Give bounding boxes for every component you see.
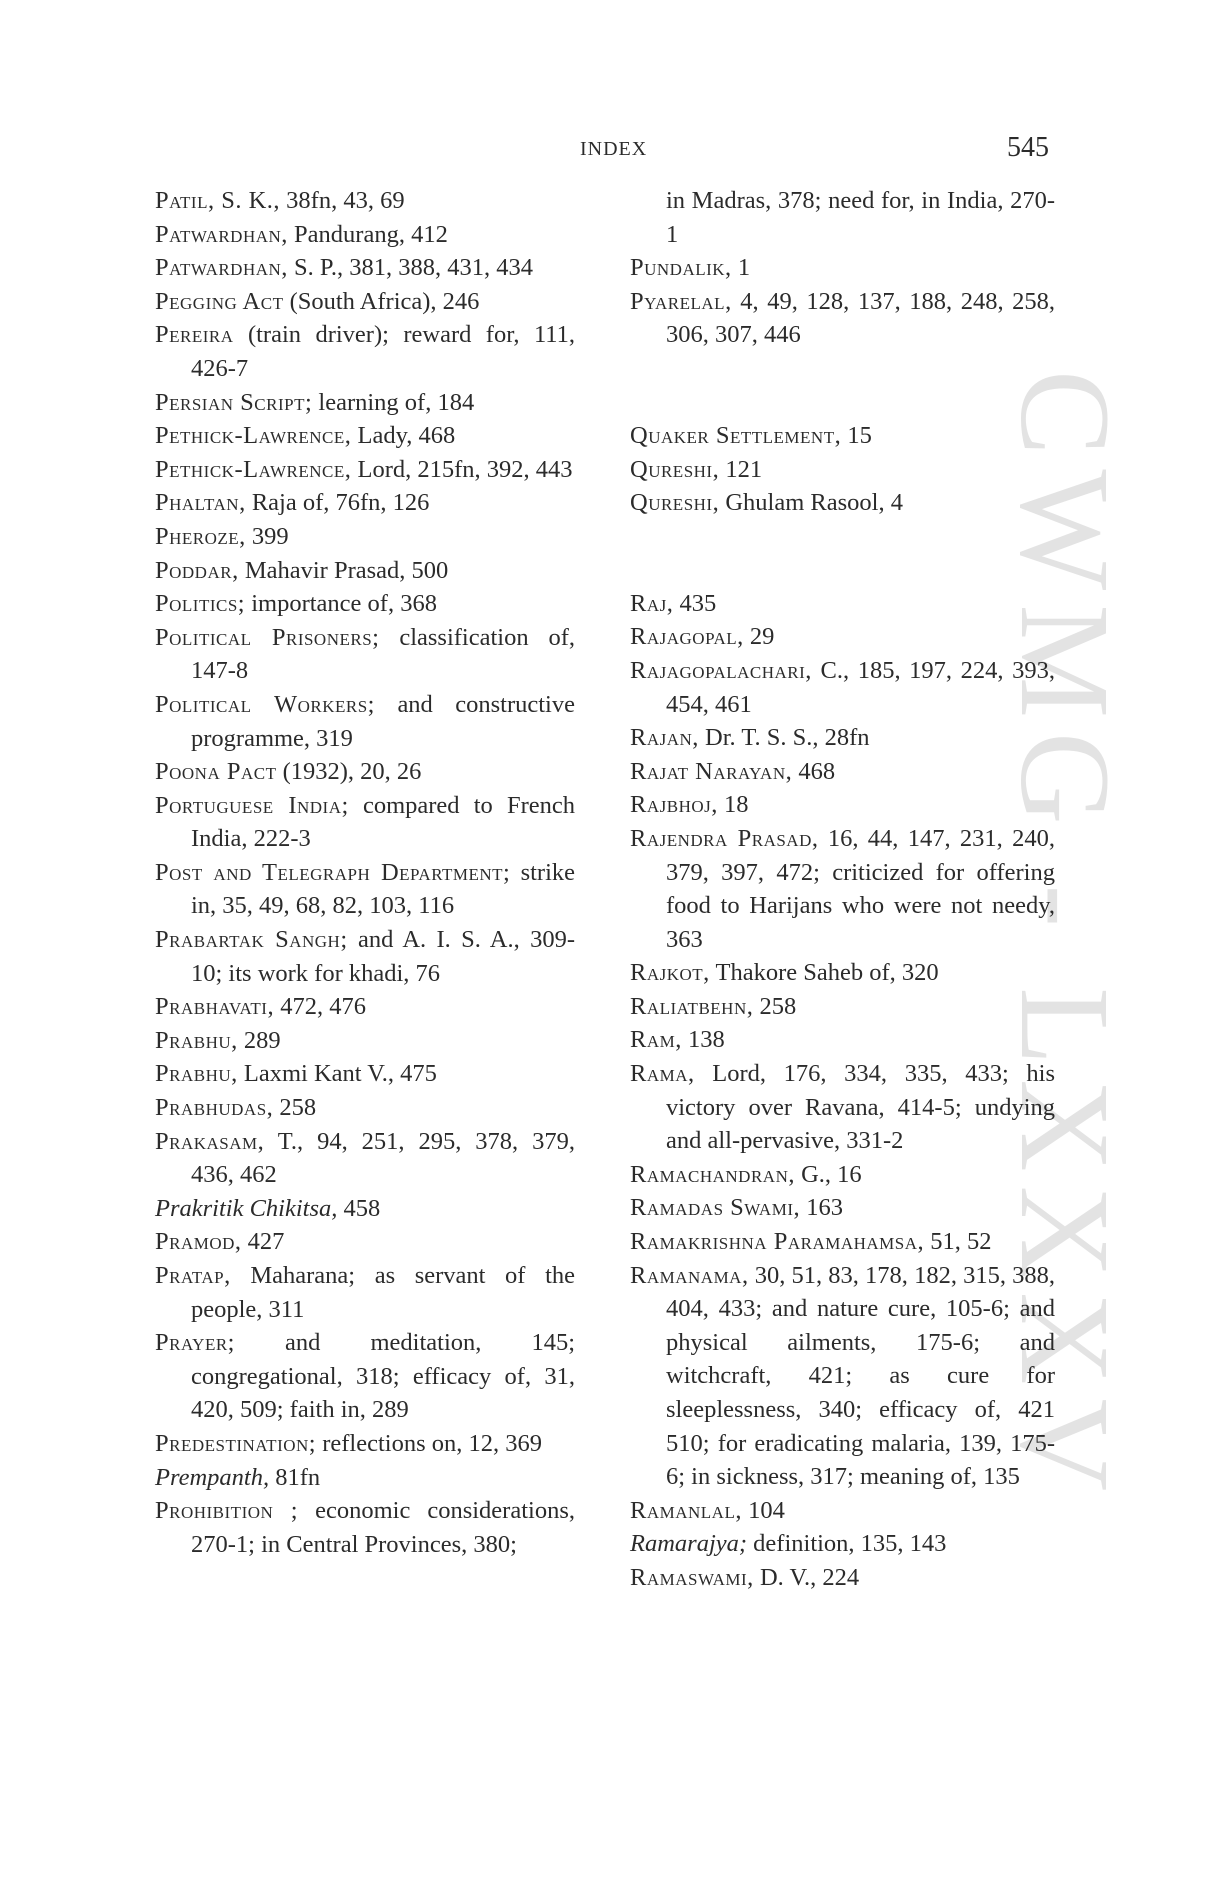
index-entry xyxy=(630,419,1055,453)
index-entry xyxy=(630,486,1055,520)
index-entry xyxy=(155,923,575,990)
entry-heading: Ramarajya; xyxy=(630,1530,748,1558)
entry-heading: Prabhu, xyxy=(155,1026,238,1054)
entry-heading: Pramod, xyxy=(155,1228,242,1256)
entry-references: economic considerations, 270-1; in Central Provinces, 380; xyxy=(191,1497,575,1558)
index-entry xyxy=(630,620,1055,654)
entry-heading: Pyarelal, xyxy=(630,287,732,315)
entry-heading: Prabhu, xyxy=(155,1060,238,1088)
index-entry xyxy=(155,386,575,420)
index-entry xyxy=(630,251,1055,285)
entry-heading: Quaker Settlement, xyxy=(630,421,842,449)
entry-heading: Pereira xyxy=(155,321,234,349)
entry-references: 472, 476 xyxy=(274,993,366,1021)
entry-heading: Prempanth, xyxy=(155,1463,270,1491)
entry-references: 138 xyxy=(681,1026,725,1054)
entry-heading: Rajagopal, xyxy=(630,623,744,651)
entry-heading: Prakasam, xyxy=(155,1127,265,1155)
index-entry xyxy=(155,419,575,453)
entry-heading: Patil, S. K., xyxy=(155,187,281,214)
index-entry xyxy=(630,1225,1055,1259)
entry-references: in Madras, 378; need for, in India, 270-1 xyxy=(666,187,1055,248)
entry-heading: Predestination; xyxy=(155,1429,317,1457)
entry-heading: Post and Telegraph Department; xyxy=(155,858,511,886)
entry-references: Raja of, 76fn, 126 xyxy=(245,489,430,517)
entry-heading: Pegging Act xyxy=(155,287,284,315)
watermark-text: CWMG - LXXXV xyxy=(994,370,1136,1505)
entry-references: 51, 52 xyxy=(924,1228,992,1256)
right-column xyxy=(630,184,1055,1595)
left-column xyxy=(155,184,575,1561)
entry-references: 15 xyxy=(841,421,872,449)
index-entry xyxy=(155,587,575,621)
index-entry xyxy=(155,486,575,520)
index-entry xyxy=(630,587,1055,621)
entry-references: C., 185, 197, 224, 393, 454, 461 xyxy=(666,656,1055,718)
entry-references: and constructive programme, 319 xyxy=(191,690,575,752)
entry-heading: Political Prisoners; xyxy=(155,623,380,651)
entry-references: and meditation, 145; congregational, 318; efficacy of, 31, 420, 509; faith in, 289 xyxy=(191,1329,575,1424)
entry-heading: Persian Script; xyxy=(155,388,313,416)
entry-references: 29 xyxy=(743,623,775,651)
entry-heading: Rajan, xyxy=(630,724,699,752)
entry-references: 289 xyxy=(237,1026,281,1054)
entry-references: Lady, 468 xyxy=(351,422,456,450)
index-entry xyxy=(630,1023,1055,1057)
entry-references: 18 xyxy=(717,791,749,819)
entry-heading: Rajagopalachari, xyxy=(630,656,812,684)
index-entry xyxy=(630,822,1055,956)
entry-heading: Ramadas Swami, xyxy=(630,1194,801,1222)
entry-references: 38fn, 43, 69 xyxy=(280,187,405,214)
entry-heading: Prabhudas, xyxy=(155,1094,274,1122)
entry-references: and A. I. S. A., 309-10; its work for khadi, 76 xyxy=(191,926,575,987)
entry-heading: Poona Pact xyxy=(155,758,277,786)
entry-references: learning of, 184 xyxy=(312,388,475,416)
entry-heading: Poddar, xyxy=(155,556,239,584)
entry-references: (South Africa), 246 xyxy=(283,287,480,315)
index-entry xyxy=(155,554,575,588)
entry-references: S. P., 381, 388, 431, 434 xyxy=(287,254,533,282)
entry-references: Thakore Saheb of, 320 xyxy=(709,959,939,987)
entry-references: 458 xyxy=(337,1194,381,1222)
entry-heading: Ramanama, xyxy=(630,1261,749,1289)
index-entry xyxy=(155,318,575,385)
entry-references: Dr. T. S. S., 28fn xyxy=(698,724,870,752)
index-entry xyxy=(155,789,575,856)
entry-heading: Prabhavati, xyxy=(155,993,275,1021)
entry-references: 121 xyxy=(719,455,763,483)
running-head xyxy=(0,132,1229,172)
entry-references: 258 xyxy=(753,992,797,1020)
index-entry xyxy=(630,956,1055,990)
entry-heading: Ramaswami, xyxy=(630,1563,754,1591)
index-entry xyxy=(630,755,1055,789)
entry-references: G., 16 xyxy=(794,1160,862,1188)
entry-heading: Pheroze, xyxy=(155,522,246,550)
entry-heading: Pratap, xyxy=(155,1262,231,1289)
index-entry xyxy=(155,218,575,252)
entry-heading: Pundalik, xyxy=(630,254,732,282)
entry-heading: Raliatbehn, xyxy=(630,992,754,1020)
index-entry xyxy=(155,1326,575,1427)
entry-references: 104 xyxy=(741,1496,785,1524)
index-entry xyxy=(155,1024,575,1058)
entry-heading: Qureshi, xyxy=(630,489,720,517)
entry-references: 427 xyxy=(241,1228,285,1256)
entry-heading: Ramakrishna Paramahamsa, xyxy=(630,1228,925,1256)
entry-references: 4, 49, 128, 137, 188, 248, 258, 306, 307, 446 xyxy=(666,287,1055,349)
index-entry xyxy=(155,1192,575,1226)
entry-references: Maharana; as servant of the people, 311 xyxy=(191,1262,575,1323)
index-entry xyxy=(630,721,1055,755)
entry-references: 81fn xyxy=(269,1463,321,1491)
entry-heading: Prayer; xyxy=(155,1329,235,1357)
index-entry xyxy=(630,1057,1055,1158)
entry-references: T., 94, 251, 295, 378, 379, 436, 462 xyxy=(191,1127,575,1189)
entry-references: Mahavir Prasad, 500 xyxy=(238,556,449,584)
entry-references: Lord, 215fn, 392, 443 xyxy=(351,455,573,483)
entry-heading: Prohibition ; xyxy=(155,1497,299,1525)
entry-references: (train driver); reward for, 111, 426-7 xyxy=(191,321,575,382)
entry-references: Ghulam Rasool, 4 xyxy=(719,489,903,517)
index-entry xyxy=(155,184,575,218)
index-entry xyxy=(155,251,575,285)
index-entry xyxy=(155,1225,575,1259)
index-entry xyxy=(630,453,1055,487)
index-entry xyxy=(630,1494,1055,1528)
index-entry xyxy=(155,755,575,789)
index-entry xyxy=(155,520,575,554)
entry-heading: Politics; xyxy=(155,590,246,618)
index-entry xyxy=(155,688,575,755)
entry-heading: Rajkot, xyxy=(630,959,710,987)
entry-heading: Phaltan, xyxy=(155,489,246,517)
entry-references: 399 xyxy=(245,522,289,550)
index-entry xyxy=(630,1561,1055,1595)
entry-heading: Prabartak Sangh; xyxy=(155,926,348,954)
index-entry xyxy=(155,856,575,923)
running-title: INDEX xyxy=(580,138,648,160)
index-entry xyxy=(155,1259,575,1326)
index-entry xyxy=(155,1125,575,1192)
entry-heading: Prakritik Chikitsa, xyxy=(155,1194,338,1222)
entry-references: reflections on, 12, 369 xyxy=(316,1429,542,1457)
entry-heading: Rajat Narayan, xyxy=(630,757,793,785)
index-entry xyxy=(630,184,1055,251)
entry-references: compared to French India, 222-3 xyxy=(191,791,575,853)
index-entry xyxy=(630,1259,1055,1494)
entry-heading: Rama, xyxy=(630,1060,695,1088)
entry-references: 258 xyxy=(273,1094,317,1122)
index-entry xyxy=(155,1494,575,1561)
entry-heading: Portuguese India; xyxy=(155,791,349,819)
entry-heading: Qureshi, xyxy=(630,455,720,483)
entry-references: strike in, 35, 49, 68, 82, 103, 116 xyxy=(191,858,575,920)
entry-references: 16, 44, 147, 231, 240, 379, 397, 472; criticized for offering food to Harijans who were not needy, 363 xyxy=(666,824,1056,953)
index-entry xyxy=(155,1091,575,1125)
entry-heading: Pethick-Lawrence, xyxy=(155,455,352,483)
entry-references: classification of, 147-8 xyxy=(191,623,575,685)
entry-references: Lord, 176, 334, 335, 433; his victory over Ravana, 414-5; undying and all-pervasive, 331-2 xyxy=(666,1060,1055,1155)
index-entry xyxy=(155,1427,575,1461)
entry-heading: Ram, xyxy=(630,1026,682,1054)
entry-references: 163 xyxy=(800,1194,843,1222)
entry-references: importance of, 368 xyxy=(245,590,437,618)
entry-references: Pandurang, 412 xyxy=(287,220,448,248)
entry-heading: Raj, xyxy=(630,589,674,617)
index-entry xyxy=(630,285,1055,352)
entry-heading: Rajbhoj, xyxy=(630,791,718,819)
entry-references: definition, 135, 143 xyxy=(747,1530,947,1558)
index-entry xyxy=(630,1158,1055,1192)
entry-references: D. V., 224 xyxy=(753,1563,860,1591)
index-entry xyxy=(630,654,1055,721)
index-entry xyxy=(155,1461,575,1495)
index-entry xyxy=(155,621,575,688)
entry-references: 468 xyxy=(792,757,836,785)
entry-heading: Political Workers; xyxy=(155,690,375,718)
index-entry xyxy=(155,1057,575,1091)
index-entry xyxy=(155,990,575,1024)
entry-references: 435 xyxy=(673,589,717,617)
entry-references: 30, 51, 83, 178, 182, 315, 388, 404, 433; and nature cure, 105-6; and physical ailments, 175-6; and witchcraft, 421; as cure for sleeplessness, 340; efficacy of, 421 510; for eradicating malaria, 139, 175-6; in sickness, 317; meaning of, 135 xyxy=(666,1261,1055,1491)
entry-heading: Ramachandran, xyxy=(630,1160,795,1188)
index-entry xyxy=(630,1191,1055,1225)
index-entry xyxy=(630,1527,1055,1561)
index-entry xyxy=(155,453,575,487)
entry-heading: Rajendra Prasad, xyxy=(630,824,819,852)
entry-references: Laxmi Kant V., 475 xyxy=(237,1060,437,1088)
entry-heading: Pethick-Lawrence, xyxy=(155,422,352,450)
index-entry xyxy=(630,788,1055,822)
index-entry xyxy=(630,990,1055,1024)
index-entry xyxy=(155,285,575,319)
entry-references: 1 xyxy=(731,254,751,282)
entry-heading: Patwardhan, xyxy=(155,254,288,282)
page-number: 545 xyxy=(1007,132,1049,163)
entry-references: (1932), 20, 26 xyxy=(276,758,422,786)
entry-heading: Patwardhan, xyxy=(155,220,288,248)
entry-heading: Ramanlal, xyxy=(630,1496,742,1524)
